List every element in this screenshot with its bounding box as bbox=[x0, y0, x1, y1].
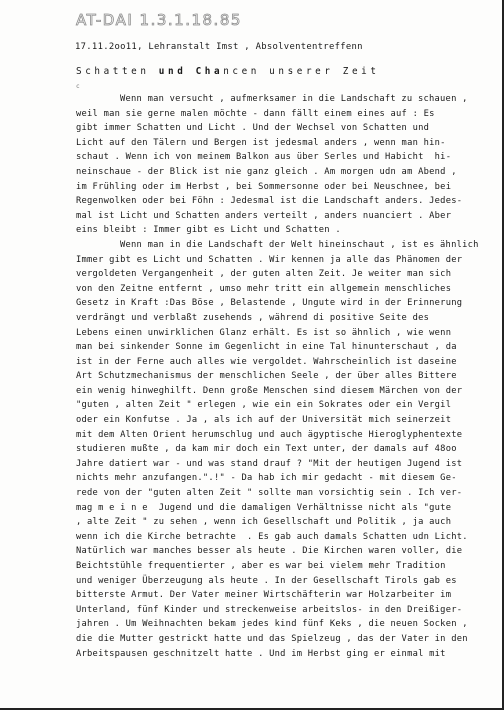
title-part-4: ncen unserer Zeit bbox=[223, 66, 380, 77]
text-line: nichts mehr anzufangen.".!" - Da hab ich mir gedacht - mit diesem Ge- bbox=[76, 473, 457, 484]
text-line: Immer gibt es Licht und Schatten . Wir kennen ja alle das Phänomen der bbox=[76, 254, 463, 265]
text-line: Lebens einen unwirklichen Glanz erhält. Es ist so ähnlich , wie wenn bbox=[76, 327, 452, 338]
text-line: die die Mutter gestrickt hatte und das Spielzeug , das der Vater in den bbox=[76, 633, 468, 644]
stray-mark: c bbox=[76, 83, 80, 90]
document-title bbox=[76, 66, 380, 77]
text-line: mit dem Alten Orient herumschlug und auch ägyptische Hieroglyphentexte bbox=[76, 429, 463, 440]
text-line: mag m e i n e Jugend und die damaligen Verhältnisse nicht als "gute bbox=[76, 502, 452, 513]
text-line: studieren mußte , da kam mir doch ein Text unter, der damals auf 48oo bbox=[76, 444, 457, 455]
title-part-2: n bbox=[140, 66, 159, 77]
text-line: weil man sie gerne malen möchte - dann fällt einem eines auf : Es bbox=[76, 108, 435, 119]
text-line: jahren . Um Weihnachten bekam jedes kind fünf Keks , die neuen Socken , bbox=[76, 619, 468, 630]
text-line: und weniger Überzeugung als heute . In der Gesellschaft Tirols gab es bbox=[76, 575, 457, 586]
title-part-1: Schatte bbox=[76, 66, 141, 77]
text-line: schaut . Wenn ich von meinem Balkon aus über Serles und Habicht hi- bbox=[76, 152, 452, 163]
title-part-3: und Cha bbox=[158, 66, 224, 77]
text-line: , alte Zeit " zu sehen , wenn ich Gesellschaft und Politik , ja auch bbox=[76, 517, 452, 528]
text-line: gibt immer Schatten und Licht . Und der Wechsel von Schatten und bbox=[76, 123, 430, 134]
text-line: rede von der "guten alten Zeit " sollte man vorsichtig sein . Ich ver- bbox=[76, 488, 463, 499]
text-line: neinschaue - der Blick ist nie ganz gleich . Am morgen udn am Abend , bbox=[76, 166, 457, 177]
text-line: vergoldeten Vergangenheit , der guten alten Zeit. Je weiter man sich bbox=[76, 269, 452, 280]
text-line: man bei sinkender Sonne im Gegenlicht in eine Tal hinunterschaut , da bbox=[76, 342, 457, 353]
text-line: wenn ich die Kirche betrachte . Es gab auch damals Schatten udn Licht. bbox=[76, 531, 468, 542]
text-line: Licht auf den Tälern und Bergen ist jedesmal anders , wenn man hin- bbox=[76, 137, 446, 148]
text-line: oder ein Konfutse . Ja , als ich auf der Universität mich seinerzeit bbox=[76, 415, 452, 426]
text-line: mal ist Licht und Schatten anders verteilt , anders nuanciert . Aber bbox=[76, 210, 452, 221]
text-line: Wenn man versucht , aufmerksamer in die Landschaft zu schauen , bbox=[120, 94, 468, 104]
text-line: Regenwolken oder bei Föhn : Jedesmal ist die Landschaft anders. Jedes- bbox=[76, 196, 463, 207]
text-line: im Frühling oder im Herbst , bei Sommersonne oder bei Neuschnee, bei bbox=[76, 181, 452, 192]
document-header: 17.11.2oo11, Lehranstalt Imst , Absolvententreffenn bbox=[75, 42, 363, 52]
text-line: verdrängt und verblaßt zusehends , während di positive Seite des bbox=[76, 312, 430, 323]
archive-stamp bbox=[76, 11, 242, 29]
text-line: bitterste Armut. Der Vater meiner Wirtschäfterin war Holzarbeiter im bbox=[76, 590, 452, 601]
text-line: ein wenig hinweghilft. Denn große Menschen sind diesem Märchen von der bbox=[76, 385, 463, 396]
text-line: Natürlich war manches besser als heute . Die Kirchen waren voller, die bbox=[76, 546, 463, 557]
text-line: Jahre datiert war - und was stand drauf ? "Mit der heutigen Jugend ist bbox=[76, 458, 463, 469]
text-line: Beichtstühle frequentierter , aber es war bei vielem mehr Tradition bbox=[76, 561, 446, 571]
text-line: Unterland, fünf Kinder und streckenweise arbeitslos- in den Dreißiger- bbox=[76, 604, 463, 615]
body-text bbox=[76, 92, 504, 661]
text-line: von den Zeitne entfernt , umso mehr tritt ein allgemein menschliches bbox=[76, 283, 452, 294]
text-line: Gesetz in Kraft :Das Böse , Belastende , Ungute wird in der Erinnerung bbox=[76, 298, 463, 309]
text-line: Wenn man in die Landschaft der Welt hineinschaut , ist es ähnlich bbox=[120, 239, 479, 250]
text-line: "guten , alten Zeit " erlegen , wie ein ein Sokrates oder ein Vergil bbox=[76, 400, 452, 411]
text-line: ist in der Ferne auch alles wie vergoldet. Wahrscheinlich ist daseine bbox=[76, 356, 457, 367]
text-line: Arbeitspausen geschnitzelt hatte . Und im Herbst ging er einmal mit bbox=[76, 648, 446, 659]
text-line: Art Schutzmechanismus der menschlichen Seele , der über alles Bittere bbox=[76, 371, 457, 382]
text-line: eins bleibt : Immer gibt es Licht und Schatten . bbox=[76, 225, 341, 236]
archive-stamp-text: AT-DAI 1.3.1.18.85 bbox=[76, 11, 242, 29]
